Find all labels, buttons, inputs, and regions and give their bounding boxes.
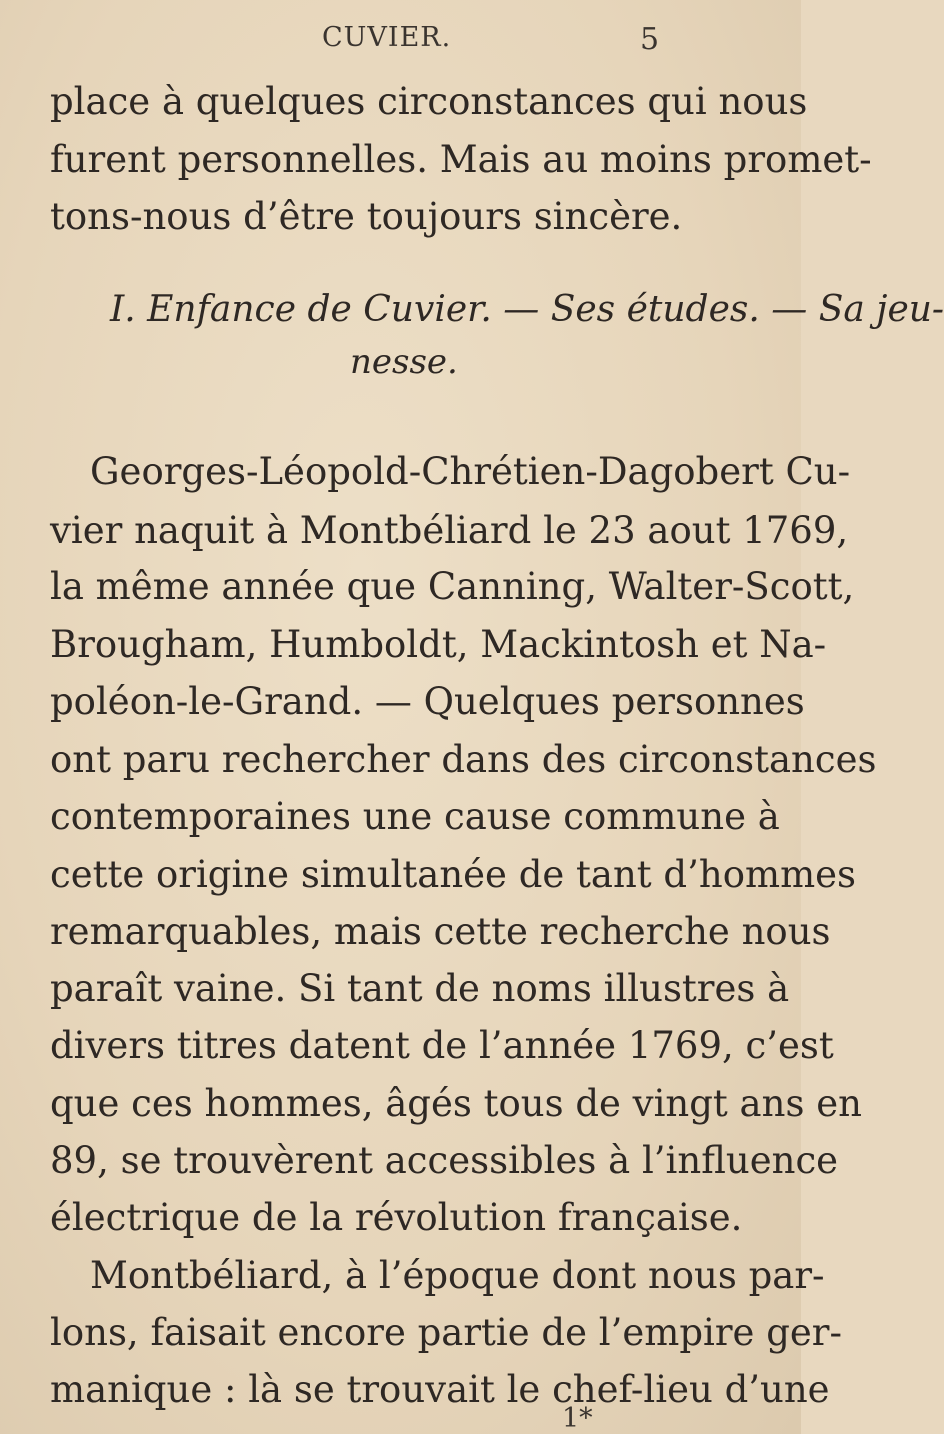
text-line: furent personnelles. Mais au moins promet- (50, 138, 872, 181)
text-line: divers titres datent de l’année 1769, c’est (50, 1024, 834, 1067)
text-line: Georges-Léopold-Chrétien-Dagobert Cu- (90, 450, 851, 493)
text-line: 89, se trouvèrent accessibles à l’influence (50, 1139, 839, 1182)
text-line: lons, faisait encore partie de l’empire ger- (50, 1311, 842, 1354)
text-line: la même année que Canning, Walter-Scott, (50, 565, 855, 608)
text-line: que ces hommes, âgés tous de vingt ans en (50, 1082, 862, 1125)
text-line: Montbéliard, à l’époque dont nous par- (90, 1254, 825, 1297)
running-title: CUVIER. (322, 22, 452, 53)
text-line: poléon-le-Grand. — Quelques personnes (50, 680, 805, 723)
running-head (0, 22, 801, 62)
page-number: 5 (640, 22, 660, 57)
text-line: contemporaines une cause commune à (50, 795, 780, 838)
text-line: électrique de la révolution française. (50, 1196, 743, 1239)
text-line: place à quelques circonstances qui nous (50, 80, 808, 123)
text-line: vier naquit à Montbéliard le 23 aout 1769, (50, 509, 849, 552)
section-heading-continued: nesse. (350, 342, 458, 382)
section-heading: I. Enfance de Cuvier. — Ses études. — Sa jeu- (110, 289, 944, 330)
text-line: Brougham, Humboldt, Mackintosh et Na- (50, 623, 827, 666)
text-line: cette origine simultanée de tant d’hommes (50, 853, 857, 896)
text-line: remarquables, mais cette recherche nous (50, 910, 831, 953)
text-line: tons-nous d’être toujours sincère. (50, 195, 683, 238)
text-line: ont paru rechercher dans des circonstances (50, 738, 877, 781)
signature-mark: 1* (562, 1403, 593, 1434)
text-line: paraît vaine. Si tant de noms illustres à (50, 967, 790, 1010)
text-line: manique : là se trouvait le chef-lieu d’une (50, 1368, 830, 1411)
